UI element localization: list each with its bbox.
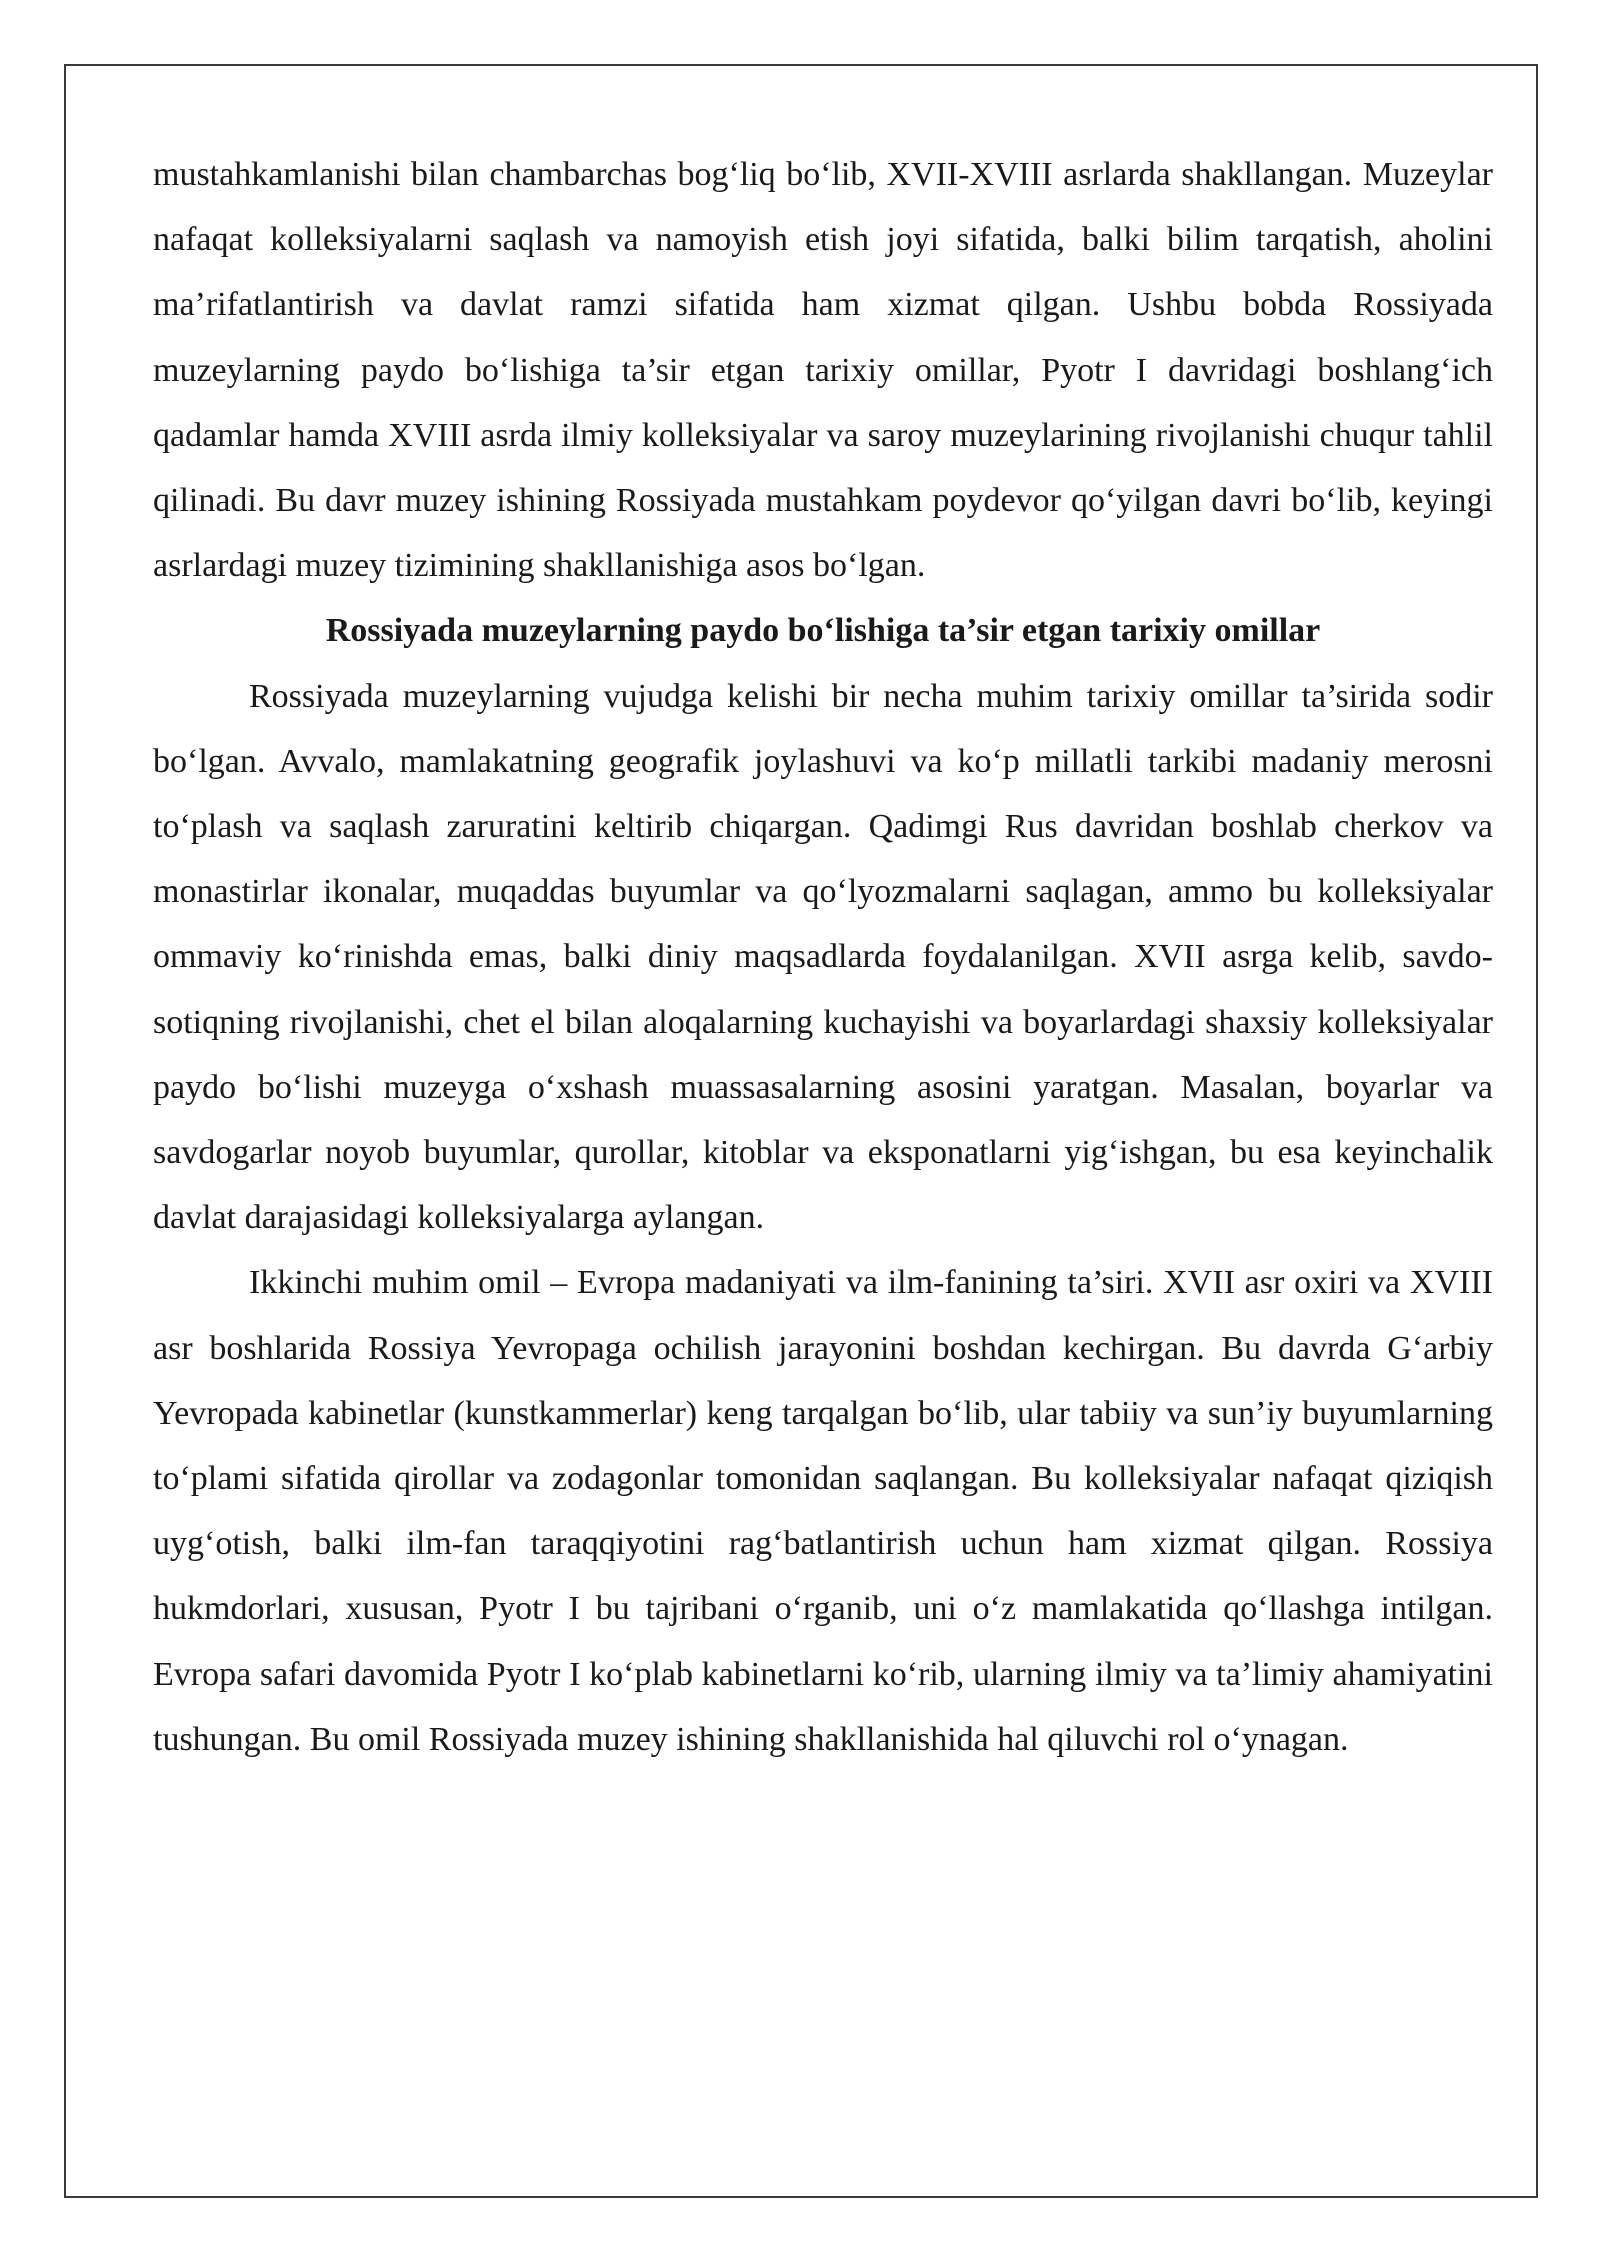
paragraph-historical-factors: Rossiyada muzeylarning vujudga kelishi bir necha muhim tarixiy omillar ta’sirida sodir bo‘lgan. Avvalo, mamlakatning geografik joylashuvi va ko‘p millatli tarkibi madaniy merosni to‘plash va saqlash zaruratini keltirib chiqargan. Qadimgi Rus davridan boshlab cherkov va monastirlar ikonalar, muqaddas buyumlar va qo‘lyozmalarni saqlagan, ammo bu kolleksiyalar ommaviy ko‘rinishda emas, balki diniy maqsadlarda foydalanilgan. XVII asrga kelib, savdo-sotiqning rivojlanishi, chet el bilan aloqalarning kuchayishi va boyarlardagi shaxsiy kolleksiyalar paydo bo‘lishi muzeyga o‘xshash muassasalarning asosini yaratgan. Masalan, boyarlar va savdogarlar noyob buyumlar, qurollar, kitoblar va eksponatlarni yig‘ishgan, bu esa keyinchalik davlat darajasidagi kolleksiyalarga aylangan. xyxy=(153,677,1493,1237)
paragraph-european-influence: Ikkinchi muhim omil – Evropa madaniyati va ilm-fanining ta’siri. XVII asr oxiri va XVIII asr boshlarida Rossiya Yevropaga ochilish jarayonini boshdan kechirgan. Bu davrda G‘arbiy Yevropada kabinetlar (kunstkammerlar) keng tarqalgan bo‘lib, ular tabiiy va sun’iy buyumlarning to‘plami sifatida qirollar va zodagonlar tomonidan saqlangan. Bu kolleksiyalar nafaqat qiziqish uyg‘otish, balki ilm-fan taraqqiyotini rag‘batlantirish uchun ham xizmat qilgan. Rossiya hukmdorlari, xususan, Pyotr I bu tajribani o‘rganib, uni o‘z mamlakatida qo‘llashga intilgan. Evropa safari davomida Pyotr I ko‘plab kabinetlarni ko‘rib, ularning ilmiy va ta’limiy ahamiyatini tushungan. Bu omil Rossiyada muzey ishining shakllanishida hal qiluvchi rol o‘ynagan. xyxy=(153,1264,1493,1758)
document-body xyxy=(153,142,1493,1772)
section-heading: Rossiyada muzeylarning paydo bo‘lishiga ta’sir etgan tarixiy omillar xyxy=(325,612,1321,650)
intro-paragraph: mustahkamlanishi bilan chambarchas bog‘liq bo‘lib, XVII-XVIII asrlarda shakllangan. Muzeylar nafaqat kolleksiyalarni saqlash va namoyish etish joyi sifatida, balki bilim tarqatish, aholini ma’rifatlantirish va davlat ramzi sifatida ham xizmat qilgan. Ushbu bobda Rossiyada muzeylarning paydo bo‘lishiga ta’sir etgan tarixiy omillar, Pyotr I davridagi boshlang‘ich qadamlar hamda XVIII asrda ilmiy kolleksiyalar va saroy muzeylarining rivojlanishi chuqur tahlil qilinadi. Bu davr muzey ishining Rossiyada mustahkam poydevor qo‘yilgan davri bo‘lib, keyingi asrlardagi muzey tizimining shakllanishiga asos bo‘lgan. xyxy=(153,156,1493,585)
